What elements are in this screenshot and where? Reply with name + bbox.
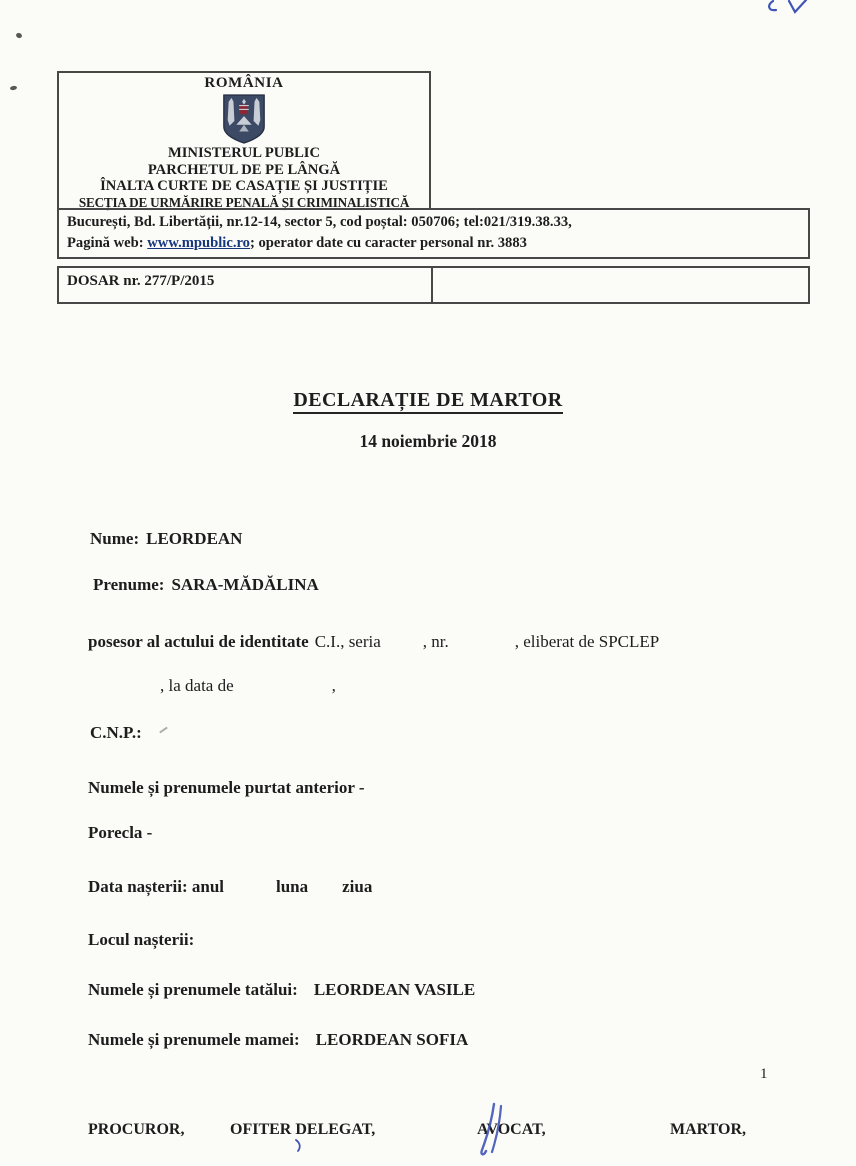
- letterhead-box: [57, 71, 431, 208]
- signatory-procuror: PROCUROR,: [88, 1121, 185, 1138]
- field-tata: [88, 980, 475, 1000]
- posesor-label: posesor al actului de identitate: [88, 632, 309, 651]
- posesor-text1: C.I., seria: [314, 632, 381, 651]
- ziua-label: ziua: [342, 877, 373, 896]
- nume-label: Nume:: [90, 529, 140, 548]
- country-name: ROMÂNIA: [204, 75, 284, 91]
- dosar-number: DOSAR nr. 277/P/2015: [59, 268, 433, 302]
- tata-label: Numele și prenumele tatălui:: [88, 980, 298, 999]
- field-cnp: [90, 723, 142, 743]
- field-data-nasterii: [88, 877, 372, 897]
- field-porecla: Porecla -: [88, 823, 153, 842]
- mama-label: Numele și prenumele mamei:: [88, 1030, 300, 1049]
- web-line-suffix: ; operator date cu caracter personal nr. 3883: [249, 235, 527, 251]
- field-prenume: [93, 575, 319, 595]
- document-date: 14 noiembrie 2018: [359, 431, 497, 451]
- institution-line: MINISTERUL PUBLIC: [167, 145, 321, 161]
- field-nume-anterior: Numele și prenumele purtat anterior -: [88, 778, 365, 797]
- field-nume: [90, 529, 242, 549]
- scan-speck: [10, 85, 18, 90]
- web-line-prefix: Pagină web:: [67, 235, 148, 251]
- institution-line: SECȚIA DE URMĂRIRE PENALĂ ȘI CRIMINALISTICĂ: [78, 194, 410, 210]
- institution-line: PARCHETUL DE PE LÂNGĂ: [147, 161, 341, 178]
- tata-value: LEORDEAN VASILE: [313, 980, 476, 999]
- romanian-coat-of-arms-icon: [221, 93, 267, 145]
- address-line: București, Bd. Libertății, nr.12-14, sector 5, cod poștal: 050706; tel:021/319.38.33,: [67, 214, 572, 230]
- prenume-value: SARA-MĂDĂLINA: [171, 575, 319, 594]
- field-act-identitate: [88, 632, 659, 652]
- web-line: [67, 233, 800, 254]
- data-nasterii-label: Data nașterii: anul: [88, 877, 224, 896]
- prenume-label: Prenume:: [93, 575, 165, 594]
- signatory-avocat: AVOCAT,: [477, 1121, 546, 1138]
- pen-mark-avocat-signature: [470, 1100, 516, 1162]
- dosar-box: [57, 266, 810, 304]
- scan-tick: [159, 727, 168, 734]
- posesor-text2: , nr.: [422, 632, 449, 651]
- la-data-de: , la data de: [160, 676, 234, 695]
- document-title: DECLARAȚIE DE MARTOR: [0, 389, 856, 412]
- address-box: [57, 208, 810, 259]
- mama-value: LEORDEAN SOFIA: [315, 1030, 469, 1049]
- pen-mark-ofiter: [293, 1139, 305, 1152]
- scan-speck: [15, 32, 22, 39]
- page-number: 1: [760, 1066, 768, 1082]
- nume-value: LEORDEAN: [146, 529, 243, 548]
- pen-mark-top-right: [763, 0, 815, 15]
- signatory-martor: MARTOR,: [670, 1121, 747, 1138]
- cnp-label: C.N.P.:: [90, 723, 142, 742]
- signatory-ofiter-delegat: OFITER DELEGAT,: [230, 1121, 376, 1138]
- field-mama: [88, 1030, 468, 1050]
- posesor-text3: , eliberat de SPCLEP: [514, 632, 660, 651]
- website-link[interactable]: www.mpublic.ro: [147, 235, 250, 251]
- dosar-empty-cell: [433, 268, 808, 302]
- field-locul-nasterii: Locul nașterii:: [88, 930, 195, 949]
- luna-label: luna: [276, 877, 309, 896]
- institution-line: ÎNALTA CURTE DE CASAȚIE ȘI JUSTIȚIE: [100, 178, 388, 194]
- trailing-comma: ,: [331, 676, 336, 695]
- field-act-identitate-line2: [160, 676, 336, 696]
